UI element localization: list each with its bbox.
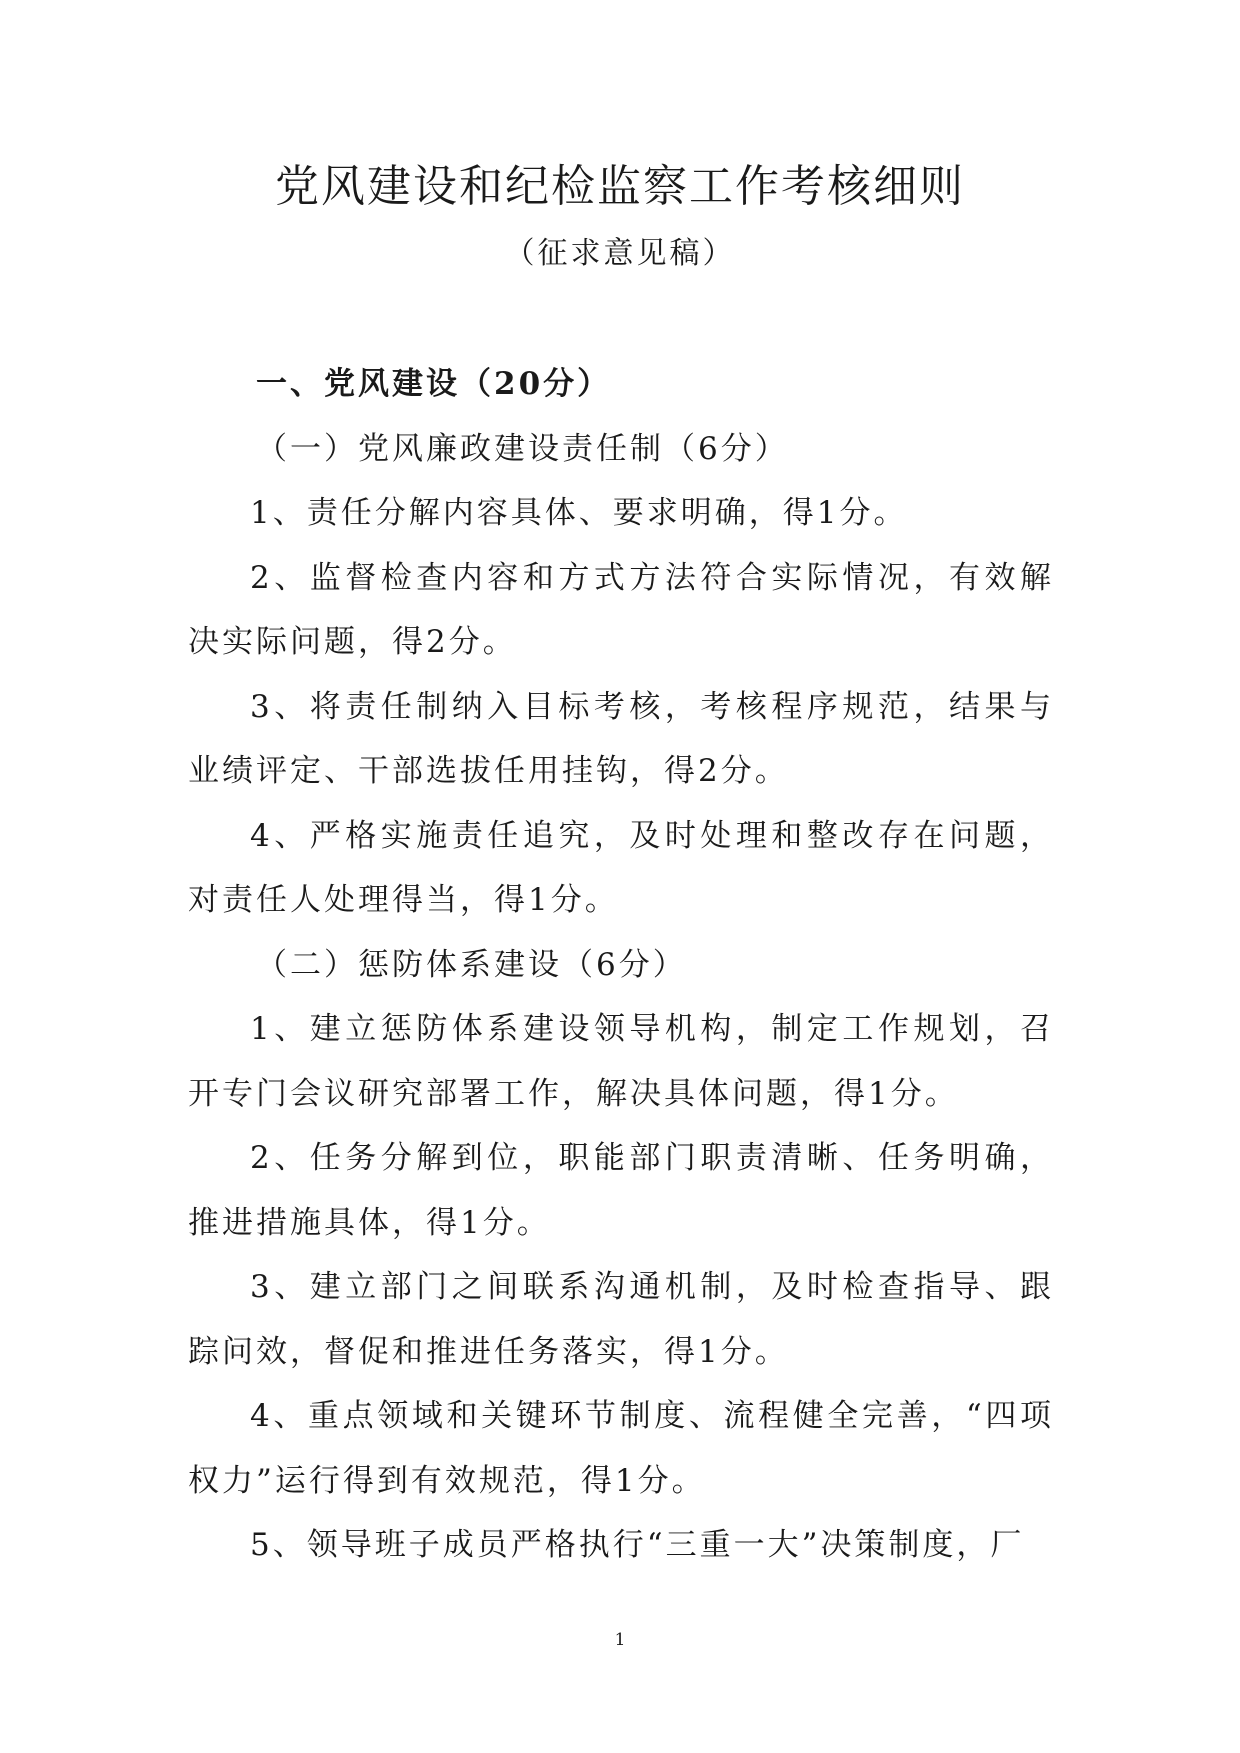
sub-heading: （二）惩防体系建设（6分）: [256, 946, 687, 983]
list-item: 2、监督检查内容和方式方法符合实际情况，有效解决实际问题，得2分。: [188, 559, 1054, 660]
document-body: [188, 352, 1054, 1578]
list-item: 2、任务分解到位，职能部门职责清晰、任务明确，推进措施具体，得1分。: [188, 1140, 1054, 1241]
document-subtitle: （征求意见稿）: [504, 236, 736, 271]
list-item: 5、领导班子成员严格执行“三重一大”决策制度，厂: [250, 1527, 1025, 1563]
list-item: 4、重点领域和关键环节制度、流程健全完善，“四项权力”运行得到有效规范，得1分。: [188, 1398, 1054, 1499]
list-item: 1、责任分解内容具体、要求明确，得1分。: [250, 495, 908, 531]
list-item: 1、建立惩防体系建设领导机构，制定工作规划，召开专门会议研究部署工作，解决具体问题，得1分。: [188, 1011, 1054, 1112]
list-item: 3、将责任制纳入目标考核，考核程序规范，结果与业绩评定、干部选拔任用挂钩，得2分。: [188, 688, 1054, 789]
list-item: 4、严格实施责任追究，及时处理和整改存在问题，对责任人处理得当，得1分。: [188, 817, 1054, 918]
page-number: 1: [614, 1630, 626, 1650]
section-heading: 一、党风建设（20分）: [256, 366, 612, 402]
document-title: 党风建设和纪检监察工作考核细则: [275, 161, 965, 212]
list-item: 3、建立部门之间联系沟通机制，及时检查指导、跟踪问效，督促和推进任务落实，得1分。: [188, 1269, 1054, 1370]
sub-heading: （一）党风廉政建设责任制（6分）: [256, 430, 789, 467]
